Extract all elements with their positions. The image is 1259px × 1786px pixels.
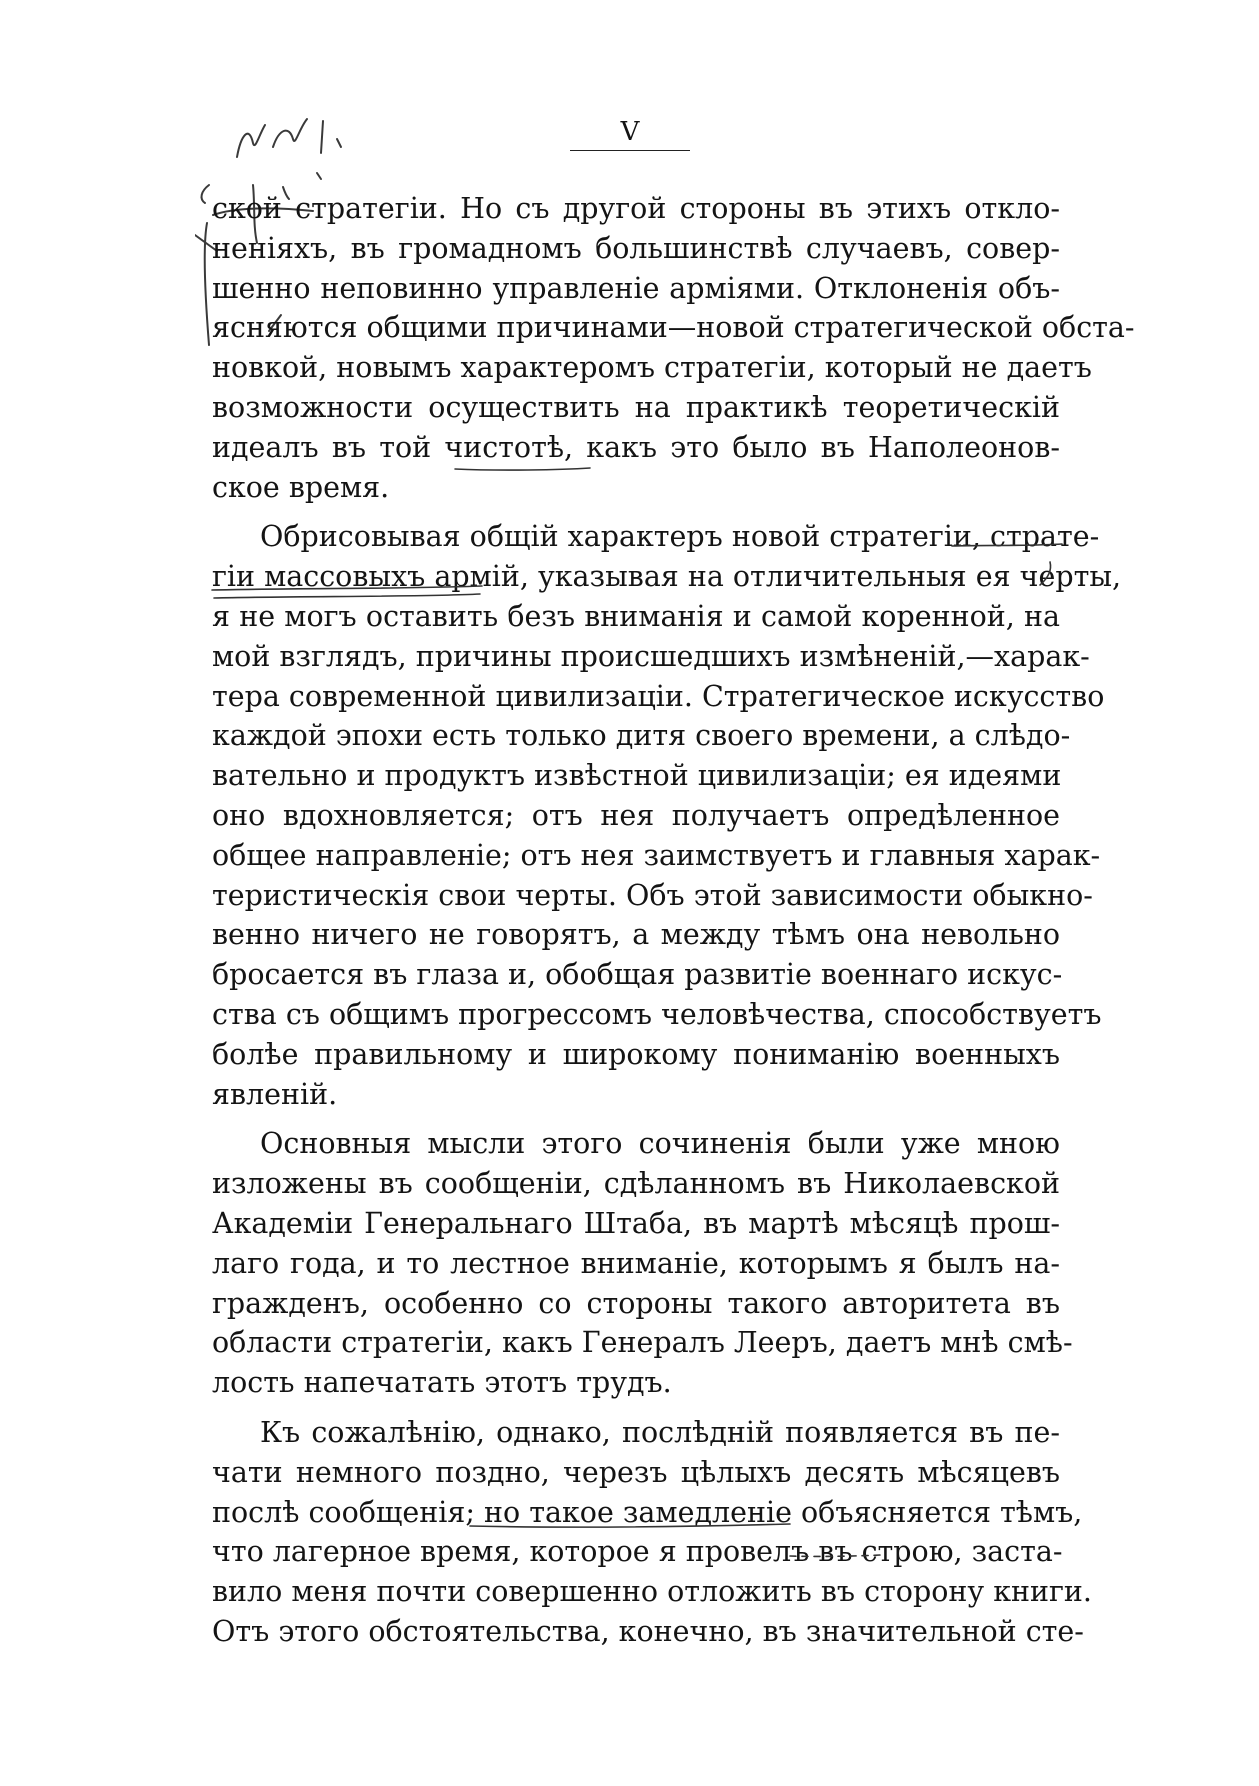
text-line: области стратегіи, какъ Генералъ Лееръ, даетъ мнѣ смѣ- (212, 1326, 1073, 1360)
text-line: идеалъ въ той чистотѣ, какъ это было въ Наполеонов- (212, 430, 1060, 464)
text-line: новкой, новымъ характеромъ стратегіи, который не даетъ (212, 351, 1092, 385)
text-line: шенно неповинно управленіе арміями. Отклоненія объ- (212, 271, 1060, 305)
text-line: мой взглядъ, причины происшедшихъ измѣненій,—харак- (212, 639, 1090, 673)
text-line: неніяхъ, въ громадномъ большинствѣ случаевъ, совер- (212, 231, 1060, 265)
text-line: послѣ сообщенія; но такое замедленіе объясняется тѣмъ, (212, 1495, 1083, 1529)
text-line: ское время. (212, 470, 390, 504)
text-line: изложены въ сообщеніи, сдѣланномъ въ Николаевской (212, 1167, 1060, 1201)
text-line: ской стратегіи. Но съ другой стороны въ этихъ откло- (212, 192, 1060, 225)
page-number: V (620, 117, 640, 147)
text-line: вательно и продуктъ извѣстной цивилизаціи; ея идеями (212, 759, 1062, 793)
text-line: возможности осуществить на практикѣ теоретическій (212, 390, 1060, 424)
text-line: общее направленіе; отъ нея заимствуетъ и главныя харак- (212, 838, 1101, 872)
text-line: я не могъ оставить безъ вниманія и самой коренной, на (212, 599, 1060, 633)
header-rule (570, 150, 690, 151)
text-line: болѣе правильному и широкому пониманію военныхъ (212, 1037, 1060, 1071)
text-line: Академіи Генеральнаго Штаба, въ мартѣ мѣсяцѣ прош- (212, 1206, 1060, 1240)
text-line: явленій. (212, 1077, 338, 1111)
text-line: гражденъ, особенно со стороны такого авторитета въ (212, 1286, 1060, 1320)
text-line: оно вдохновляется; отъ нея получаетъ опредѣленное (212, 798, 1060, 832)
text-line: вило меня почти совершенно отложить въ сторону книги. (212, 1575, 1092, 1609)
text-line: теристическія свои черты. Объ этой зависимости обыкно- (212, 878, 1093, 912)
text-line: Отъ этого обстоятельства, конечно, въ значительной сте- (212, 1614, 1084, 1648)
text-line: лость напечатать этотъ трудъ. (212, 1366, 672, 1400)
text-line: Обрисовывая общій характеръ новой стратегіи, страте- (260, 520, 1100, 554)
text-line: Основныя мысли этого сочиненія были уже мною (260, 1127, 1060, 1161)
text-line: ства съ общимъ прогрессомъ человѣчества, способствуетъ (212, 997, 1102, 1031)
text-line: лаго года, и то лестное вниманіе, которымъ я былъ на- (212, 1246, 1060, 1280)
text-line: гіи массовыхъ армій, указывая на отличительныя ея черты, (212, 560, 1122, 594)
text-line: каждой эпохи есть только дитя своего времени, а слѣдо- (212, 719, 1071, 753)
text-line: Къ сожалѣнію, однако, послѣдній появляется въ пе- (260, 1415, 1060, 1449)
text-line: чати немного поздно, черезъ цѣлыхъ десять мѣсяцевъ (212, 1455, 1060, 1489)
text-line: что лагерное время, которое я провелъ въ строю, заста- (212, 1535, 1063, 1569)
body-text (212, 189, 1135, 1652)
text-line: тера современной цивилизаціи. Стратегическое искусство (212, 679, 1105, 713)
page-header (570, 118, 690, 151)
text-line: бросается въ глаза и, обобщая развитіе военнаго искус- (212, 958, 1063, 992)
text-line: венно ничего не говорятъ, а между тѣмъ она невольно (212, 918, 1060, 952)
text-line: ясняются общими причинами—новой стратегической обста- (212, 311, 1135, 345)
